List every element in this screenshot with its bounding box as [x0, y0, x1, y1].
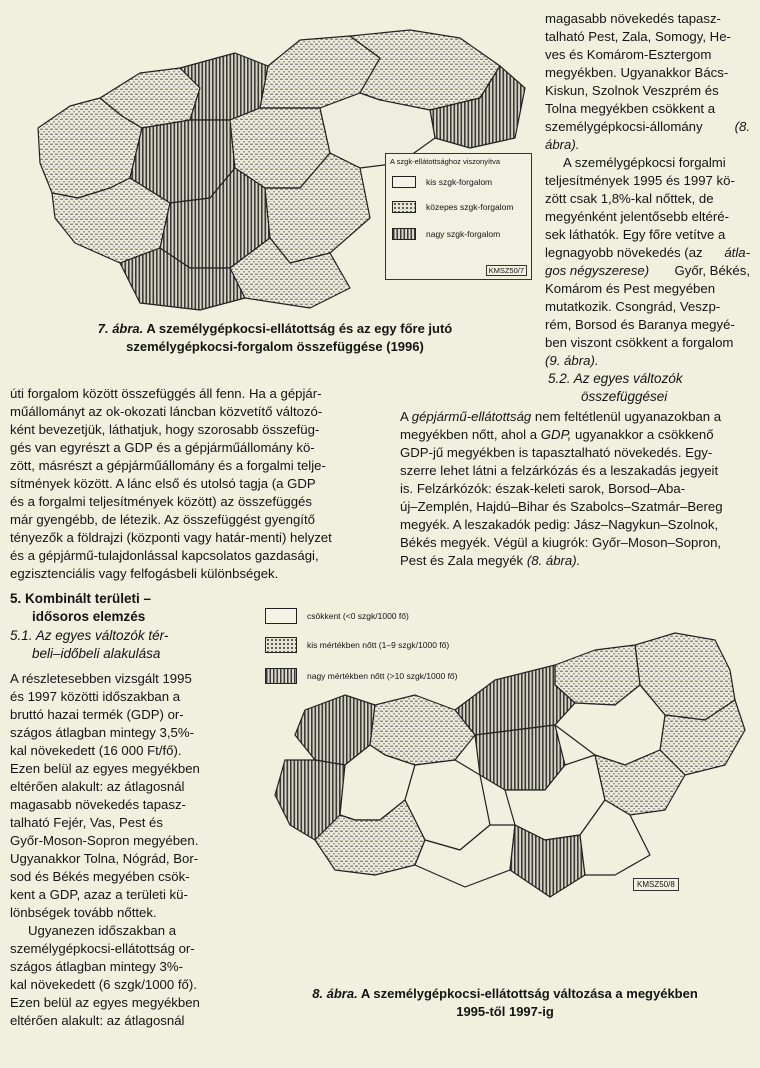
figure-ref: (8. ábra).: [526, 553, 581, 568]
text-line: Kiskun, Szolnok Veszprém és: [545, 83, 719, 98]
heading-line: 5. Kombinált területi –: [10, 591, 152, 606]
text-line: és 1997 közötti időszakban a: [10, 689, 181, 704]
text-line: Ezen belül az egyes megyékben: [10, 761, 200, 776]
map7-legend: [385, 153, 532, 280]
figure-7-label: 7. ábra.: [97, 321, 144, 336]
text-line: rém, Borsod és Baranya megyé-: [545, 317, 735, 332]
map-figure-8: [255, 625, 755, 910]
section-5-2-heading: [548, 370, 748, 406]
text-line: [545, 244, 750, 262]
text-line: [545, 118, 750, 136]
text-line: már gyengébb, de létezik. Az összefüggést gyengítő: [10, 512, 315, 527]
figure-8-caption: [260, 985, 750, 1021]
figure-ref: (8.: [734, 119, 750, 134]
text-line: szerre lehet látni a felzárkózás és a leszakadás jegyeit: [400, 463, 719, 478]
text-line: kal növekedett (6 szgk/1000 fő).: [10, 977, 197, 992]
figure-ref: (9. ábra).: [545, 353, 599, 368]
map7-legend-title: A szgk-ellátottsághoz viszonyítva: [390, 157, 501, 166]
text-line: személygépkocsi-ellátottság or-: [10, 941, 195, 956]
text-line: megyékben. Ugyanakkor Bács-: [545, 65, 729, 80]
map8-legend-item: [265, 608, 409, 624]
text-line: mutatkozik. Csongrád, Veszp-: [545, 299, 721, 314]
text-span: megyékben nőtt, ahol a: [400, 427, 538, 442]
text-span: legnagyobb növekedés (az: [545, 245, 703, 260]
text-line: új–Zemplén, Hajdú–Bihar és Szabolcs–Szatmár–Bereg: [400, 499, 723, 514]
map7-legend-label: közepes szgk-forgalom: [426, 202, 514, 212]
text-line: Ezen belül az egyes megyékben: [10, 995, 200, 1010]
text-line: Győr-Moson-Sopron megyében.: [10, 833, 199, 848]
map8-county: [475, 725, 565, 790]
map7-legend-label: nagy szgk-forgalom: [426, 229, 501, 239]
text-line: ként bevezetjük, láthatjuk, hogy szorosabb összefüg-: [10, 422, 320, 437]
text-span: nem feltétlenül ugyanazokban a: [534, 409, 722, 424]
map7-code: KMSZ50/7: [486, 265, 527, 276]
map8-legend-label: kis mértékben nőtt (1–9 szgk/1000 fő): [307, 640, 450, 650]
text-line: GDP-jű megyékben is tapasztalható növekedés. Egy-: [400, 445, 713, 460]
text-line: ben viszont csökkent a forgalom: [545, 335, 734, 350]
text-line: zött csak 1,8%-kal nőttek, de: [545, 191, 714, 206]
heading-line: idősoros elemzés: [32, 609, 146, 624]
text-line: tényezők a földrajzi (központi vagy határ-menti) helyzet: [10, 530, 332, 545]
text-line: kal növekedett (16 000 Ft/fő).: [10, 743, 182, 758]
text-line: Ugyanakkor Tolna, Nógrád, Bor-: [10, 851, 199, 866]
map8-county: [370, 695, 475, 765]
map7-legend-label: kis szgk-forgalom: [426, 177, 493, 187]
figure-7-caption-line1: A személygépkocsi-ellátottság és az egy főre jutó: [146, 321, 453, 336]
figure-8-label: 8. ábra.: [312, 986, 358, 1001]
text-line: és a forgalmi teljesítmények között) az összefüggés: [10, 494, 312, 509]
text-line: is. Felzárkózók: észak-keleti sarok, Borsod–Aba-: [400, 481, 686, 496]
text-span: A: [400, 409, 409, 424]
text-line: A személygépkocsi forgalmi: [563, 155, 726, 170]
heading-line: összefüggései: [581, 389, 668, 404]
text-line: A részletesebben vizsgált 1995: [10, 671, 192, 686]
text-span: személygépkocsi-állomány: [545, 119, 703, 134]
text-span: Pest és Zala megyék: [400, 553, 524, 568]
text-line: úti forgalom között összefüggés áll fenn. Ha a gépjár-: [10, 386, 322, 401]
text-line: és a gépjármű-tulajdonlással kapcsolatos gazdasági,: [10, 548, 319, 563]
text-line: Ugyanezen időszakban a: [28, 923, 177, 938]
text-line: szágos átlagban mintegy 3%-: [10, 959, 184, 974]
text-line: eltérően alakult: az átlagosnál: [10, 779, 185, 794]
text-line: egzisztenciális vagy felfogásbeli különbségek.: [10, 566, 279, 581]
text-span: gépjármű-ellátottság: [411, 409, 532, 424]
text-line: sítmények között. A lánc első és utolsó tagja (a GDP: [10, 476, 316, 491]
text-line: eltérően alakult: az átlagosnál: [10, 1013, 185, 1028]
figure-ref: ábra).: [545, 137, 580, 152]
text-line: megyénként jelentősebb eltéré-: [545, 209, 730, 224]
text-line: Békés megyék. Végül a kiugrók: Győr–Moson–Sopron,: [400, 535, 722, 550]
figure-7-caption-line2: személygépkocsi-forgalom összefüggése (1996): [126, 339, 424, 354]
text-line: teljesítmények 1995 és 1997 kö-: [545, 173, 735, 188]
text-line: Tolna megyékben csökkent a: [545, 101, 716, 116]
text-line: [400, 552, 750, 570]
figure-8-caption-line1: A személygépkocsi-ellátottság változása a megyékben: [360, 986, 698, 1001]
text-line: magasabb növekedés tapasz-: [545, 11, 721, 26]
figure-8-caption-line2: 1995-től 1997-ig: [456, 1004, 554, 1019]
section-5-1-heading: [10, 627, 230, 663]
text-line: megyék. A leszakadók pedig: Jász–Nagykun–Szolnok,: [400, 517, 719, 532]
left-bottom-text: [10, 670, 220, 1030]
text-line: talható Pest, Zala, Somogy, He-: [545, 29, 731, 44]
text-span: átla-: [724, 245, 750, 260]
text-line: [545, 262, 750, 280]
text-line: zött, másrészt a gépjárműállomány és a forgalmi telje-: [10, 458, 326, 473]
text-span: gos négyszerese): [545, 263, 650, 278]
text-line: [400, 426, 750, 444]
text-line: lönbségek tovább nőttek.: [10, 905, 157, 920]
text-line: talható Fejér, Vas, Pest és: [10, 815, 163, 830]
text-line: bruttó hazai termék (GDP) or-: [10, 707, 184, 722]
text-line: szágos átlagban mintegy 3,5%-: [10, 725, 195, 740]
heading-line: 5.2. Az egyes változók: [548, 371, 683, 386]
right-top-text: [545, 10, 750, 370]
text-line: sod és Békés megyében csök-: [10, 869, 190, 884]
text-line: műállományt az ok-okozati láncban közvetítő változó-: [10, 404, 323, 419]
heading-line: 5.1. Az egyes változók tér-: [10, 628, 169, 643]
left-middle-text: [10, 385, 385, 583]
map7-legend-item: [392, 228, 500, 240]
map7-legend-item: [392, 201, 513, 213]
text-span: ugyanakkor a csökkenő: [575, 427, 714, 442]
section-5-heading: [10, 590, 230, 626]
map8-code: KMSZ50/8: [633, 878, 679, 891]
text-span: GDP,: [540, 427, 572, 442]
text-line: Komárom és Pest megyében: [545, 281, 716, 296]
heading-line: beli–időbeli alakulása: [32, 646, 161, 661]
hungary-county-map-8: [255, 625, 755, 910]
map-figure-7: [30, 28, 530, 313]
map8-legend-label: nagy mértékben nőtt (>10 szgk/1000 fő): [307, 671, 458, 681]
text-line: sek láthatók. Egy főre vetítve a: [545, 227, 726, 242]
text-line: ves és Komárom-Esztergom: [545, 47, 712, 62]
text-span: Győr, Békés,: [674, 263, 750, 278]
right-middle-text: [400, 408, 750, 570]
text-line: [400, 408, 750, 426]
text-line: gés van egyrészt a GDP és a gépjárműállomány kö-: [10, 440, 315, 455]
text-line: magasabb növekedés tapasz-: [10, 797, 186, 812]
map8-legend-label: csökkent (<0 szgk/1000 fő): [307, 611, 409, 621]
figure-7-caption: [40, 320, 510, 356]
text-line: kent a GDP, azaz a területi kü-: [10, 887, 188, 902]
map7-legend-item: [392, 176, 492, 188]
